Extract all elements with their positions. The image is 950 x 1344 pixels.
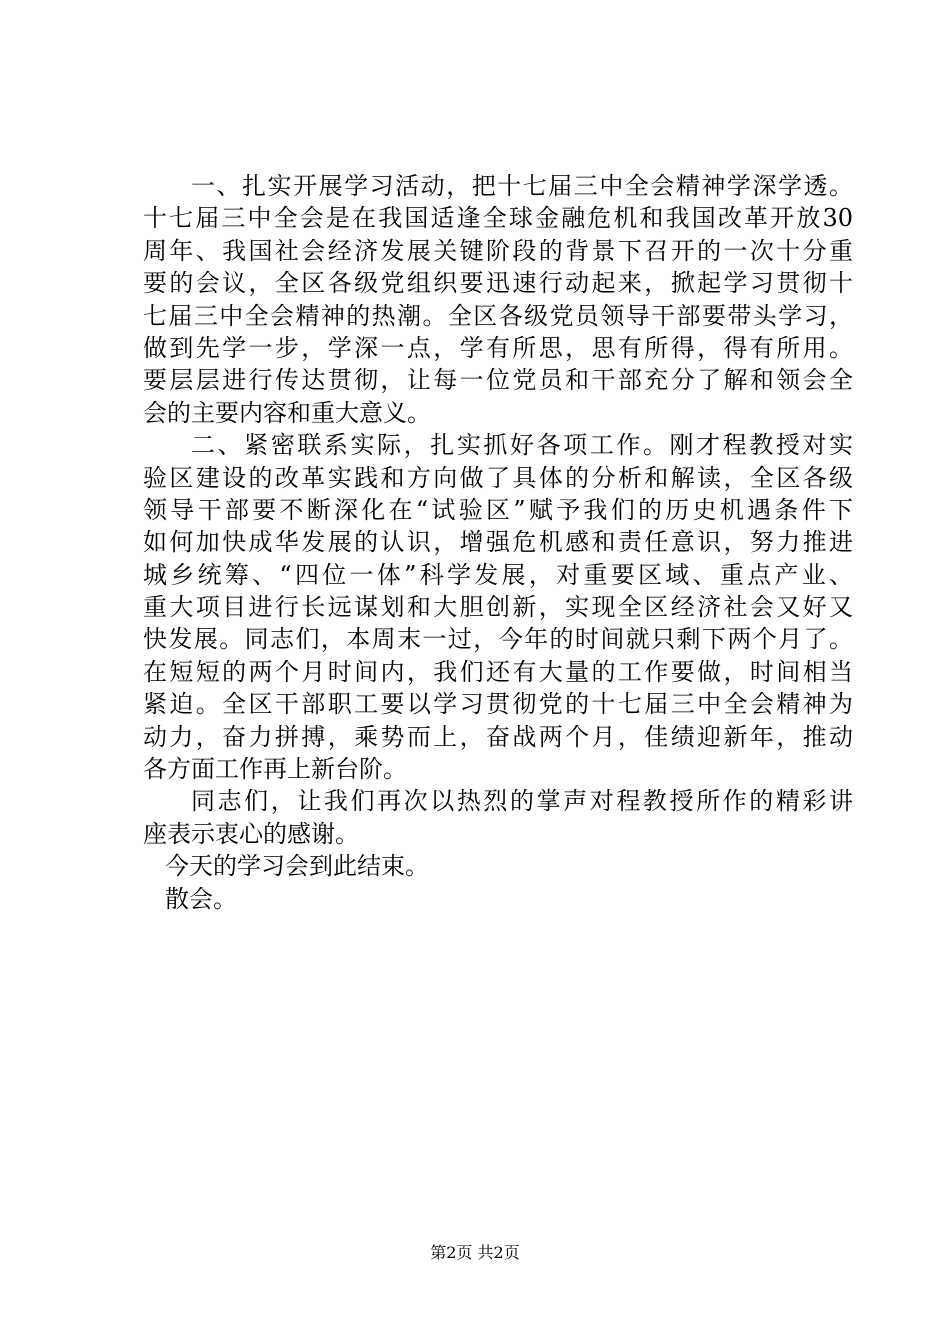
paragraph-2-line-5: 城乡统筹、“四位一体”科学发展，对重要区域、重点产业、	[143, 560, 853, 589]
paragraph-1-line-4: 要的会议，全区各级党组织要迅速行动起来，掀起学习贯彻十	[143, 269, 853, 298]
paragraph-3-line-2: 座表示衷心的感谢。	[143, 819, 359, 848]
paragraph-5-line-1: 散会。	[165, 884, 237, 913]
paragraph-1-line-8: 会的主要内容和重大意义。	[143, 398, 431, 427]
paragraph-1-line-3: 周年、我国社会经济发展关键阶段的背景下召开的一次十分重	[143, 236, 853, 265]
paragraph-2-line-4: 如何加快成华发展的认识，增强危机感和责任意识，努力推进	[143, 528, 853, 557]
paragraph-2-line-11: 各方面工作再上新台阶。	[143, 755, 407, 784]
paragraph-1-line-5: 七届三中全会精神的热潮。全区各级党员领导干部要带头学习，	[143, 301, 853, 330]
paragraph-1-line-1: 一、扎实开展学习活动，把十七届三中全会精神学深学透。	[191, 172, 853, 200]
paragraph-2-line-6: 重大项目进行长远谋划和大胆创新，实现全区经济社会又好又	[143, 593, 853, 622]
paragraph-2-line-7: 快发展。同志们，本周末一过，今年的时间就只剩下两个月了。	[143, 625, 853, 654]
paragraph-4-line-1: 今天的学习会到此结束。	[165, 852, 429, 881]
paragraph-3-line-1: 同志们，让我们再次以热烈的掌声对程教授所作的精彩讲	[191, 787, 853, 816]
paragraph-1-line-7: 要层层进行传达贯彻，让每一位党员和干部充分了解和领会全	[143, 366, 853, 395]
paragraph-2-line-1: 二、紧密联系实际，扎实抓好各项工作。刚才程教授对实	[191, 431, 853, 460]
paragraph-2-line-3: 领导干部要不断深化在“试验区”赋予我们的历史机遇条件下	[143, 495, 853, 524]
paragraph-2-line-2: 验区建设的改革实践和方向做了具体的分析和解读，全区各级	[143, 463, 853, 492]
paragraph-2-line-9: 紧迫。全区干部职工要以学习贯彻党的十七届三中全会精神为	[143, 690, 853, 719]
document-body	[143, 170, 853, 915]
page-footer: 第2页 共2页	[430, 1243, 520, 1262]
paragraph-1-line-2: 十七届三中全会是在我国适逢全球金融危机和我国改革开放30	[143, 204, 853, 233]
paragraph-1-line-6: 做到先学一步，学深一点，学有所思，思有所得，得有所用。	[143, 333, 853, 362]
paragraph-2-line-8: 在短短的两个月时间内，我们还有大量的工作要做，时间相当	[143, 657, 853, 686]
paragraph-2-line-10: 动力，奋力拼搏，乘势而上，奋战两个月，佳绩迎新年，推动	[143, 722, 853, 751]
